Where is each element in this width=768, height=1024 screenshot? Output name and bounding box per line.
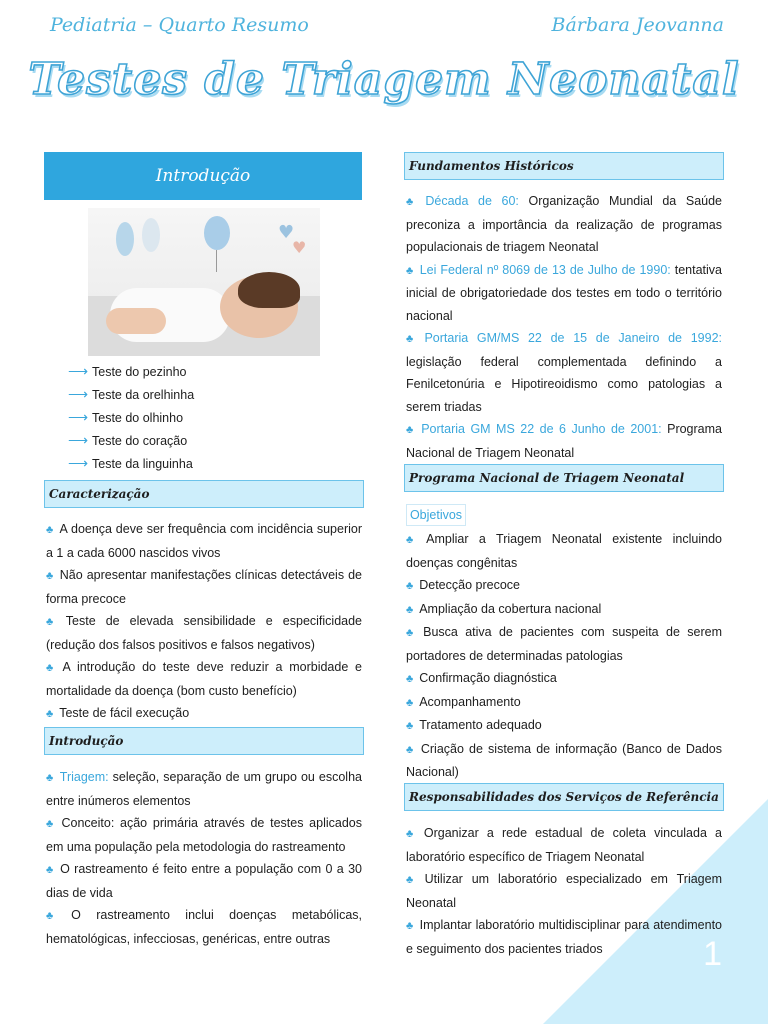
header-subject: Pediatria – Quarto Resumo: [50, 14, 309, 36]
list-item: ♣ Conceito: ação primária através de testes aplicados em uma população pela metodologia do rastreamento: [46, 816, 362, 854]
list-item: ♣ Utilizar um laboratório especializado em Triagem Neonatal: [406, 872, 722, 910]
baby-leg: [106, 308, 166, 334]
club-icon: ♣: [406, 196, 420, 208]
section-heading-responsabilidades: Responsabilidades dos Serviços de Referência: [404, 783, 724, 811]
introducao-list: [46, 766, 362, 950]
arrow-right-icon: ⟶: [68, 409, 89, 425]
club-icon: ♣: [46, 772, 54, 784]
list-item: ♣ Acompanhamento: [406, 694, 521, 709]
club-icon: ♣: [46, 910, 66, 922]
club-icon: ♣: [46, 818, 56, 830]
footprint-icon: [142, 218, 160, 252]
list-item: ♣ Tratamento adequado: [406, 718, 542, 732]
heart-icon: ♥: [292, 238, 307, 257]
club-icon: ♣: [406, 603, 414, 616]
heart-icon: ♥: [278, 222, 295, 243]
list-item: ⟶ Teste do pezinho: [68, 363, 187, 379]
club-icon: ♣: [406, 333, 419, 345]
list-item: ♣ Detecção precoce: [406, 578, 520, 592]
list-item: ♣ Lei Federal nº 8069 de 13 de Julho de 1990: tentativa inicial de obrigatoriedade dos testes em todo o território nacional: [406, 262, 722, 323]
club-icon: ♣: [406, 696, 414, 709]
club-icon: ♣: [46, 616, 60, 628]
responsabilidades-list: [406, 822, 722, 960]
list-item: ♣ A introdução do teste deve reduzir a morbidade e mortalidade da doença (bom custo benefício): [46, 660, 363, 698]
club-icon: ♣: [46, 864, 55, 876]
list-item: ♣ O rastreamento é feito entre a população com 0 a 30 dias de vida: [46, 862, 363, 900]
club-icon: ♣: [406, 920, 414, 932]
tests-list: [68, 360, 194, 475]
list-item: ⟶ Teste do coração: [68, 432, 188, 448]
balloon-icon: [204, 216, 230, 250]
list-item: ♣ Portaria GM MS 22 de 6 Junho de 2001: Programa Nacional de Triagem Neonatal: [406, 422, 722, 460]
arrow-right-icon: ⟶: [68, 363, 89, 379]
club-icon: ♣: [406, 264, 414, 277]
list-item: ⟶ Teste da orelhinha: [68, 386, 195, 402]
list-item: ♣ Busca ativa de pacientes com suspeita de serem portadores de determinadas patologias: [406, 625, 722, 663]
list-item: ♣ Triagem: seleção, separação de um grupo ou escolha entre inúmeros elementos: [46, 770, 362, 808]
objetivos-label: Objetivos: [406, 504, 466, 526]
page-number: 1: [703, 935, 722, 973]
club-icon: ♣: [406, 534, 421, 546]
arrow-right-icon: ⟶: [68, 386, 89, 402]
section-heading-introducao: Introdução: [44, 727, 364, 755]
list-item: ♣ Ampliação da cobertura nacional: [406, 601, 602, 616]
list-item: ♣ Ampliar a Triagem Neonatal existente incluindo doenças congênitas: [406, 532, 722, 570]
club-icon: ♣: [406, 828, 418, 840]
club-icon: ♣: [406, 673, 414, 685]
list-item: ♣ Organizar a rede estadual de coleta vinculada a laboratório específico de Triagem Neonatal: [406, 826, 723, 864]
club-icon: ♣: [46, 708, 54, 720]
club-icon: ♣: [406, 743, 415, 756]
list-item: ♣ Confirmação diagnóstica: [406, 671, 557, 685]
balloon-string: [216, 250, 217, 272]
list-item: ♣ A doença deve ser frequência com incidência superior a 1 a cada 6000 nascidos vivos: [46, 522, 362, 560]
footprint-icon: [116, 222, 134, 256]
club-icon: ♣: [406, 424, 416, 436]
arrow-right-icon: ⟶: [68, 432, 89, 448]
intro-banner-label: Introdução: [155, 166, 251, 186]
list-item: ♣ Teste de fácil execução: [46, 706, 190, 720]
arrow-right-icon: ⟶: [68, 455, 89, 471]
club-icon: ♣: [46, 662, 57, 674]
intro-banner: [44, 152, 362, 200]
list-item: ♣ O rastreamento inclui doenças metabólicas, hematológicas, infecciosas, genéricas, entre outras: [46, 908, 362, 946]
baby-hair: [238, 272, 300, 308]
club-icon: ♣: [406, 720, 414, 732]
club-icon: ♣: [46, 524, 54, 536]
fundamentos-list: [406, 190, 722, 464]
list-item: ♣ Teste de elevada sensibilidade e especificidade (redução dos falsos positivos e falsos negativos): [46, 614, 363, 652]
newborn-photo: [88, 208, 320, 356]
list-item: ⟶ Teste da linguinha: [68, 455, 193, 471]
programa-list: [406, 528, 722, 784]
header-author: Bárbara Jeovanna: [551, 14, 724, 36]
club-icon: ♣: [46, 570, 54, 582]
list-item: ♣ Criação de sistema de informação (Banco de Dados Nacional): [406, 741, 723, 779]
club-icon: ♣: [406, 874, 419, 886]
caracterizacao-list: [46, 518, 362, 726]
list-item: ♣ Não apresentar manifestações clínicas detectáveis de forma precoce: [46, 568, 362, 606]
club-icon: ♣: [406, 580, 414, 592]
page-title: Testes de Triagem Neonatal: [28, 54, 740, 105]
section-heading-programa: Programa Nacional de Triagem Neonatal: [404, 464, 724, 492]
list-item: ♣ Década de 60: Organização Mundial da Saúde preconiza a importância da realização de programas populacionais de triagem Neonatal: [406, 194, 722, 254]
list-item: ⟶ Teste do olhinho: [68, 409, 184, 425]
section-heading-caracterizacao: Caracterização: [44, 480, 364, 508]
section-heading-fundamentos: Fundamentos Históricos: [404, 152, 724, 180]
list-item: ♣ Portaria GM/MS 22 de 15 de Janeiro de 1992: legislação federal complementada definindo a Fenilcetonúria e Hipotireoidismo como patologias a serem triadas: [406, 331, 722, 414]
list-item: ♣ Implantar laboratório multidisciplinar para atendimento e seguimento dos pacientes triados: [406, 918, 722, 956]
club-icon: ♣: [406, 627, 418, 639]
